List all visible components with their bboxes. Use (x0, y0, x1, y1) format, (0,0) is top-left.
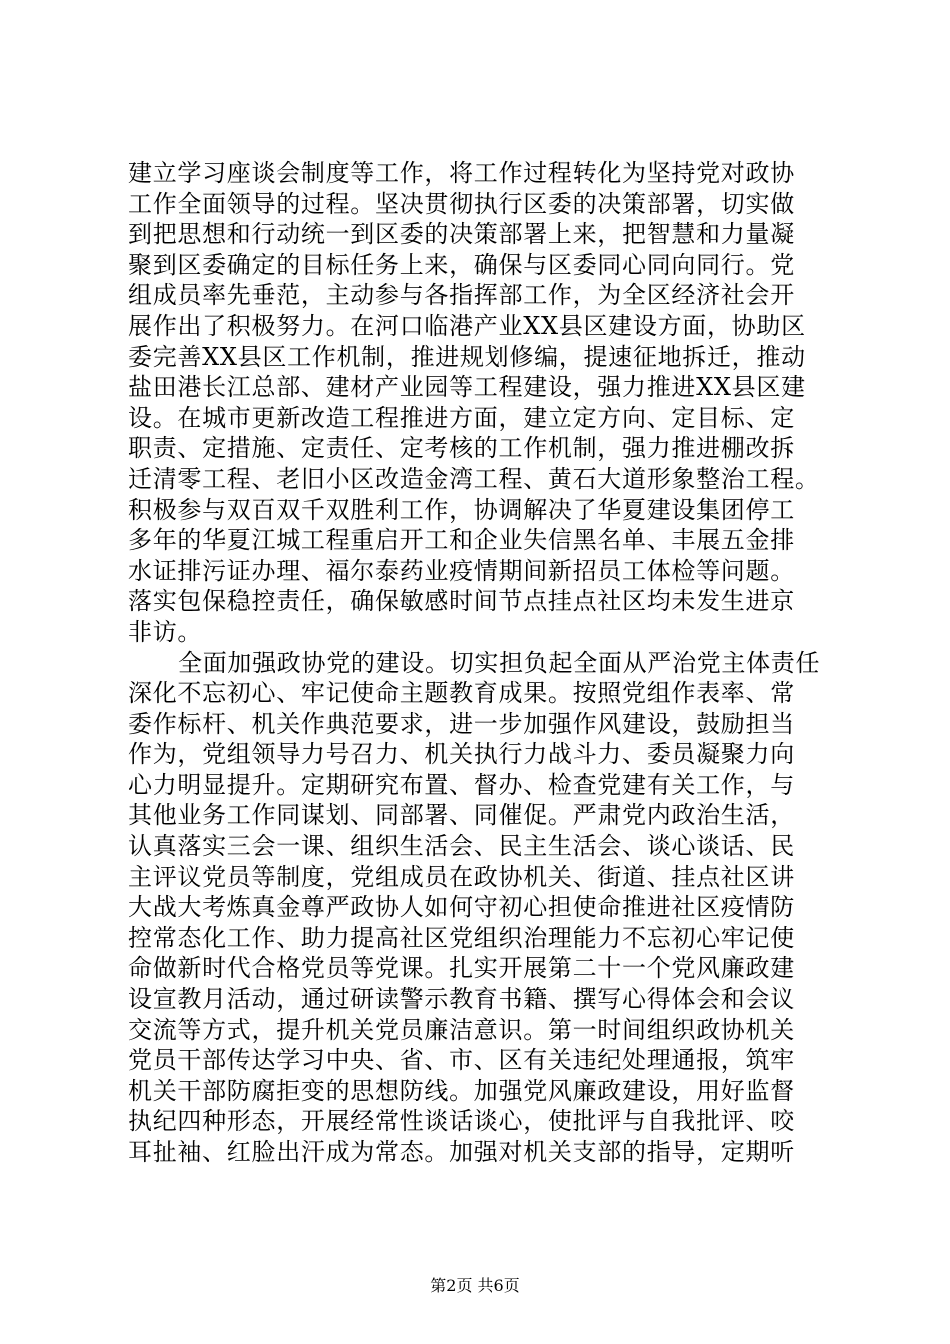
text-line: 机关干部防腐拒变的思想防线。加强党风廉政建设，用好监督 (128, 1076, 795, 1105)
text-line: 党员干部传达学习中央、省、市、区有关违纪处理通报，筑牢 (128, 1046, 795, 1075)
page-footer (0, 1276, 950, 1296)
text-line: 主评议党员等制度，党组成员在政协机关、街道、挂点社区讲 (128, 862, 795, 891)
text-line: 多年的华夏江城工程重启开工和企业失信黑名单、丰展五金排 (128, 526, 795, 555)
text-line: 设。在城市更新改造工程推进方面，建立定方向、定目标、定 (128, 403, 795, 432)
text-line: 水证排污证办理、福尔泰药业疫情期间新招员工体检等问题。 (128, 556, 795, 585)
text-line: 组成员率先垂范，主动参与各指挥部工作，为全区经济社会开 (128, 281, 795, 310)
text-line: 耳扯袖、红脸出汗成为常态。加强对机关支部的指导，定期听 (128, 1138, 795, 1166)
text-line: 迁清零工程、老旧小区改造金湾工程、黄石大道形象整治工程。 (128, 464, 820, 493)
text-line: 控常态化工作、助力提高社区党组织治理能力不忘初心牢记使 (128, 923, 795, 952)
text-line: 积极参与双百双千双胜利工作，协调解决了华夏建设集团停工 (128, 495, 795, 524)
text-line: 聚到区委确定的目标任务上来，确保与区委同心同向同行。党 (128, 250, 795, 279)
text-line: 工作全面领导的过程。坚决贯彻执行区委的决策部署，切实做 (128, 189, 795, 218)
text-line: 职责、定措施、定责任、定考核的工作机制，强力推进棚改拆 (128, 434, 795, 463)
page-number-label: 第2页 共6页 (430, 1276, 520, 1295)
text-line: 作为，党组领导力号召力、机关执行力战斗力、委员凝聚力向 (128, 740, 795, 769)
text-line: 设宣教月活动，通过研读警示教育书籍、撰写心得体会和会议 (128, 985, 795, 1014)
text-line: 委作标杆、机关作典范要求，进一步加强作风建设，鼓励担当 (128, 709, 795, 738)
text-line: 执纪四种形态，开展经常性谈话谈心，使批评与自我批评、咬 (128, 1107, 795, 1136)
text-line: 交流等方式，提升机关党员廉洁意识。第一时间组织政协机关 (128, 1015, 795, 1044)
text-line: 其他业务工作同谋划、同部署、同催促。严肃党内政治生活， (128, 801, 795, 830)
text-line: 心力明显提升。定期研究布置、督办、检查党建有关工作，与 (128, 770, 795, 799)
paragraph-start-line: 全面加强政协党的建设。切实担负起全面从严治党主体责任 (178, 648, 821, 677)
text-line: 大战大考炼真金尊严政协人如何守初心担使命推进社区疫情防 (128, 893, 795, 922)
text-line: 委完善XX县区工作机制，推进规划修编，提速征地拆迁，推动 (128, 342, 806, 371)
text-line: 展作出了积极努力。在河口临港产业XX县区建设方面，协助区 (128, 311, 806, 340)
text-line: 非访。 (128, 617, 203, 646)
text-line: 深化不忘初心、牢记使命主题教育成果。按照党组作表率、常 (128, 679, 795, 708)
text-line: 建立学习座谈会制度等工作，将工作过程转化为坚持党对政协 (128, 159, 795, 187)
text-line: 盐田港长江总部、建材产业园等工程建设，强力推进XX县区建 (128, 373, 806, 402)
text-line: 到把思想和行动统一到区委的决策部署上来，把智慧和力量凝 (128, 220, 795, 249)
body-text (128, 158, 828, 1168)
text-line: 认真落实三会一课、组织生活会、民主生活会、谈心谈话、民 (128, 832, 795, 861)
text-line: 命做新时代合格党员等党课。扎实开展第二十一个党风廉政建 (128, 954, 795, 983)
text-line: 落实包保稳控责任，确保敏感时间节点挂点社区均未发生进京 (128, 587, 795, 616)
